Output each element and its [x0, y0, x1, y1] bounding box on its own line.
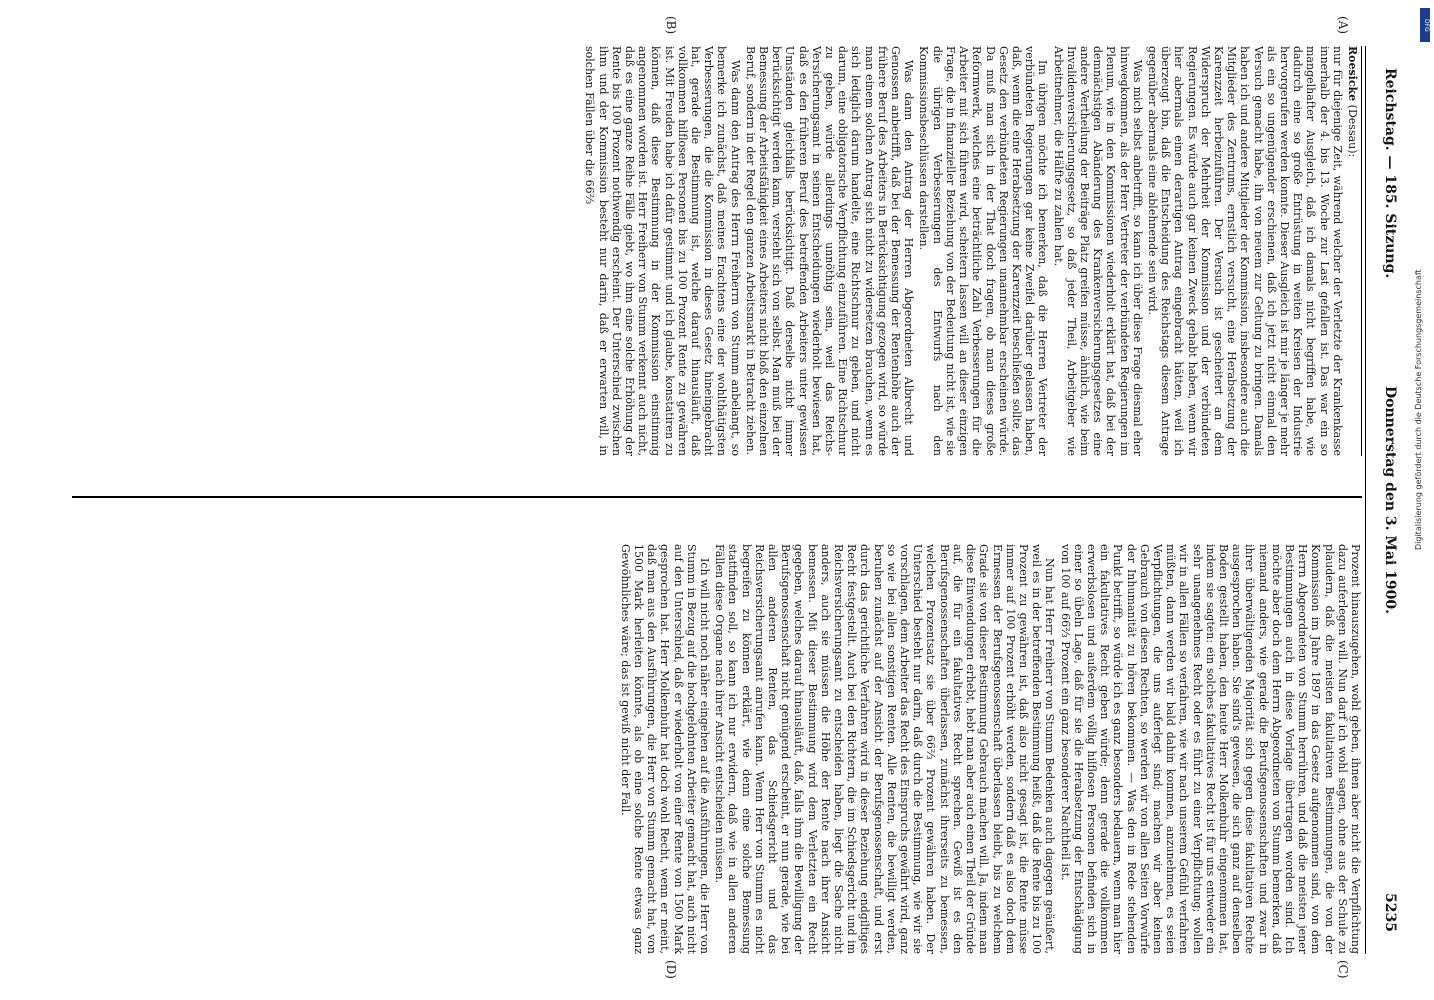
speaker-line	[1346, 46, 1362, 456]
paragraph: Ich will nicht noch näher eingehen auf die Ausführungen, die Herr von Stumm in Bezug auf die hochgelohnten Arbeiter gemacht hat, auch nicht auf den Unterschied, daß er wiederholt von einer Rente von 1500 Mark gesprochen hat. Herr Molkenbuhr hat doch wohl Recht, wenn er meint, daß man aus den Ausführungen, die Herr von Stumm gemacht hat, von 1500 Mark herleiten könnte, als ob eine solche Rente etwas ganz Gewöhnliches wäre; das ist gewiß nicht der Fall.	[618, 544, 712, 954]
margin-mark-c: (C)	[1336, 960, 1350, 979]
paragraph: Was dann den Antrag der Herren Abgeordneten Albrecht und Genossen anbetrifft, daß bei der Bemessung der Rentenhöhe auch der frühere Beruf des Arbeiters in Berücksichtigung gezogen wird, so würde man einem solchen Antrag sich nicht zu widersetzen brauchen, wenn es sich lediglich darum handelte, eine Richtschnur zu geben, und nicht darum, eine obligatorische Verpflichtung einzuführen. Eine Richtschnur zu geben, würde allerdings unnöthig sein, weil das Reichs-Versicherungsamt in seinen Entscheidungen wiederholt bewiesen hat, daß es den früheren Beruf des betreffenden Arbeiters unter gewissen Umständen gleichfalls berücksichtigt. Daß derselbe nicht immer berücksichtigt werden kann, versteht sich von selbst. Man muß bei der Bemessung der Arbeitsfähigkeit eines Arbeiters nicht bloß den einzelnen Beruf, sondern in der Regel den ganzen Arbeitsmarkt in Betracht ziehen.	[743, 46, 916, 456]
paragraph: Prozent hinauszugehen, wohl geben, ihnen aber nicht die Verpflichtung dazu auferlegen will. Nun darf ich wohl sagen, ohne aus der Schule zu plaudern, daß die meisten fakultativen Bestimmungen, die von der Kommission im Jahre 1897 in das Gesetz aufgenommen sind, von dem Herrn Abgeordneten von Stumm herrühren, und daß die meisten jener Bestimmungen auch in diese Vorlage übertragen worden sind. Ich möchte aber doch dem Herrn Abgeordneten von Stumm bemerken, daß niemand anders, wie gerade die Berufsgenossenschaften und zwar in ihrer überwältigenden Majorität sich gegen diese fakultativen Rechte ausgesprochen haben. Sie sind's gewesen, die sich ganz auf denselben Boden gestellt haben, den heute Herr Molkenbuhr eingenommen hat, indem sie sagten: ein solches fakultatives Recht ist für uns entweder ein sehr unangenehmes Recht oder es führt zu einer Verpflichtung; wollen wir in allen Fällen so verfahren, wie wir nach unserem Gefühl verfahren müßten, dann werden wir bald dahin kommen, anzunehmen, es seien Verpflichtungen, die uns auferlegt sind; machen wir aber keinen Gebrauch von diesen Rechten, so werden wir von allen Seiten Vorwürfe der Inhumanität zu hören bekommen. — Was den in Rede stehenden Punkt betrifft, so würde ich es ganz besonders bedauern, wenn man hier ein fakultatives Recht geben würde; denn gerade die vollkommen erwerbslosen und außerdem völlig hilflosen Personen befinden sich in einer so übeln Lage, daß für sie die Herabsetzung der Entschädigung von 100 auf 66⅔ Prozent ein ganz besonderer Nachtheil ist.	[1058, 544, 1362, 954]
paragraph: Was dann den Antrag des Herrn Freiherrn von Stumm anbelangt, so bemerke ich zunächst, daß meines Erachtens eine der wohlthätigsten Verbesserungen, die die Kommission in dieses Gesetz hineingebracht hat, gerade die Bestimmung ist, welche darauf hinausläuft, daß vollkommen hilflosen Personen bis zu 100 Prozent Rente zu gewähren ist. Mit Freuden habe ich dafür gestimmt und ich glaube, konstatiren zu können, daß diese Bestimmung in der Kommission einstimmig angenommen worden ist. Herr Freiherr von Stumm verkennt auch nicht, daß es eine ganze Reihe Fälle giebt, wo ihm eine solche Erhöhung der Rente bis 100 Prozent nothwendig erscheint. Der Unterschied zwischen ihm und der Kommission besteht nur darin, daß er erwarten will, in solchen Fällen über die 66⅔	[583, 46, 742, 456]
right-column	[72, 544, 1362, 954]
digitization-credit: Digitalisierung gefördert durch die Deutsche Forschungsgemeinschaft	[1414, 269, 1423, 550]
margin-mark-a: (A)	[1336, 16, 1350, 35]
document-page	[20, 8, 1412, 992]
margin-mark-b: (B)	[664, 16, 678, 35]
page-number: 5235	[1382, 893, 1398, 932]
speaker-name: Roesicke	[1346, 46, 1359, 102]
left-column	[72, 46, 1362, 456]
paragraph: nur für diejenige Zeit, während welcher der Verletzte der Krankenkasse innerhalb der 4. bis 13. Woche zur Last gefallen ist. Das war ein so mangelhafter Ausgleich, daß ich damals nicht begriffen habe, wie dadurch eine so große Entrüstung in weiten Kreisen der Industrie hervorgerufen werden konnte. Dieser Ausgleich ist mir je länger je mehr als ein so ungenügender erschienen, daß ich jetzt nicht einmal den Versuch gemacht habe, ihn von neuem zur Geltung zu bringen. Damals haben ich und andere Mitglieder der Kommission, insbesondere auch die Mitglieder des Zentrums, ernstlich versucht, eine Herabsetzung der Karenzzeit herbeizuführen. Der Versuch ist gescheitert an dem Widerspruch der Mehrheit der Kommission und der verbündeten Regierungen. Es würde auch gar keinen Zweck gehabt haben, wenn wir hier abermals einen derartigen Antrag eingebracht hätten, weil ich überzeugt bin, daß die Entscheidung des Reichstags diesem Antrage gegenüber abermals eine ablehnende sein wird.	[1145, 46, 1344, 456]
header-date: Donnerstag den 3. Mai 1900.	[1382, 385, 1398, 615]
paragraph: Im übrigen möchte ich bemerken, daß die Herren Vertreter der verbündeten Regierungen gar keine Zweifel darüber gelassen haben, daß, wenn die eine Herabsetzung der Karenzzeit beschließen sollte, das Gesetz den verbündeten Regierungen unannehmbar erscheinen würde. Da muß man sich in der That doch fragen, ob man dieses große Reformwerk, welches eine beträchtliche Zahl Verbesserungen für die Arbeiter mit sich führen wird, scheitern lassen will an dieser einzigen Frage, die in finanzieller Beziehung von der Bedeutung nicht ist, wie sie die übrigen Verbesserungen des Entwurfs nach den Kommissionsbeschlüssen darstellen.	[917, 46, 1050, 456]
header-left: Reichstag. — 185. Sitzung.	[1382, 68, 1398, 279]
speaker-note: (Dessau):	[1346, 104, 1359, 158]
header-rule	[1365, 46, 1366, 954]
page-header	[1364, 68, 1412, 932]
dfg-logo: DFG	[1420, 8, 1430, 42]
paragraph: Nun hat Herr Freiherr von Stumm Bedenken auch dagegen geäußert, weil es in der betreffenden Bestimmung heißt, daß die Rente bis zu 100 Prozent zu gewähren ist, daß also nicht gesagt ist, die Rente müsse immer auf 100 Prozent erhöht werden, sondern daß es also doch dem Ermessen der Berufsgenossenschaft überlassen bleibt, bis zu welchem Grade sie von dieser Bestimmung Gebrauch machen will. Ja, indem man diese Einwendungen erhebt, hebt man aber auch einen Theil der Gründe auf, die für ein fakultatives Recht sprechen. Gewiß ist es den Berufsgenossenschaften überlassen, zunächst ihrerseits zu bemessen, welchen Prozentsatz sie über 66⅔ Prozent gewähren haben. Der Unterschied besteht nur darin, daß durch die Bestimmung, wie wir sie vorschlagen, dem Arbeiter das Recht des Einspruchs gewährt wird, ganz so wie bei allen sonstigen Renten. Alle Renten, die bewilligt werden, beruhen zunächst auf der Ansicht der Berufsgenossenschaft, und erst durch das gerichtliche Verfahren wird in dieser Beziehung endgiltiges Recht festgestellt. Auch bei den Richtern, die im Schiedsgericht und im Reichsversicherungsamt zu entscheiden haben, liegt die Sache nicht anders, auch sie müssen die Höhe der Rente nach ihrer Ansicht bemessen. Mit dieser Bestimmung wird dem Verletzten ein Recht gegeben, welches darauf hinausläuft, daß, falls ihm die Bewilligung der Berufsgenossenschaft nicht genügend erscheint, er nun gerade, wie bei allen anderen Renten, das Schiedsgericht und das Reichsversicherungsamt anrufen kann. Wenn Herr von Stumm es nicht begreifen zu können erklärt, wie denn eine solche Bemessung stattfinden soll, so kann ich nur erwidern, daß wie in allen anderen Fällen diese Organe nach ihrer Ansicht entscheiden müssen.	[713, 544, 1057, 954]
column-divider	[72, 496, 1362, 498]
paragraph: Was mich selbst anbetrifft, so kann ich über diese Frage diesmal eher hinwegkommen, als der Herr Vertreter der verbündeten Regierungen im Plenum, wie in den Kommissionen wiederholt erklärt hat, daß bei der demnächstigen Abänderung des Krankenversicherungsgesetzes eine andere Vertheilung der Beiträge Platz greifen müsse, ähnlich, wie beim Invalidenversicherungsgesetz, so daß jeder Theil, Arbeitgeber wie Arbeitnehmer, die Hälfte zu zahlen hat.	[1051, 46, 1144, 456]
margin-mark-d: (D)	[664, 960, 678, 979]
